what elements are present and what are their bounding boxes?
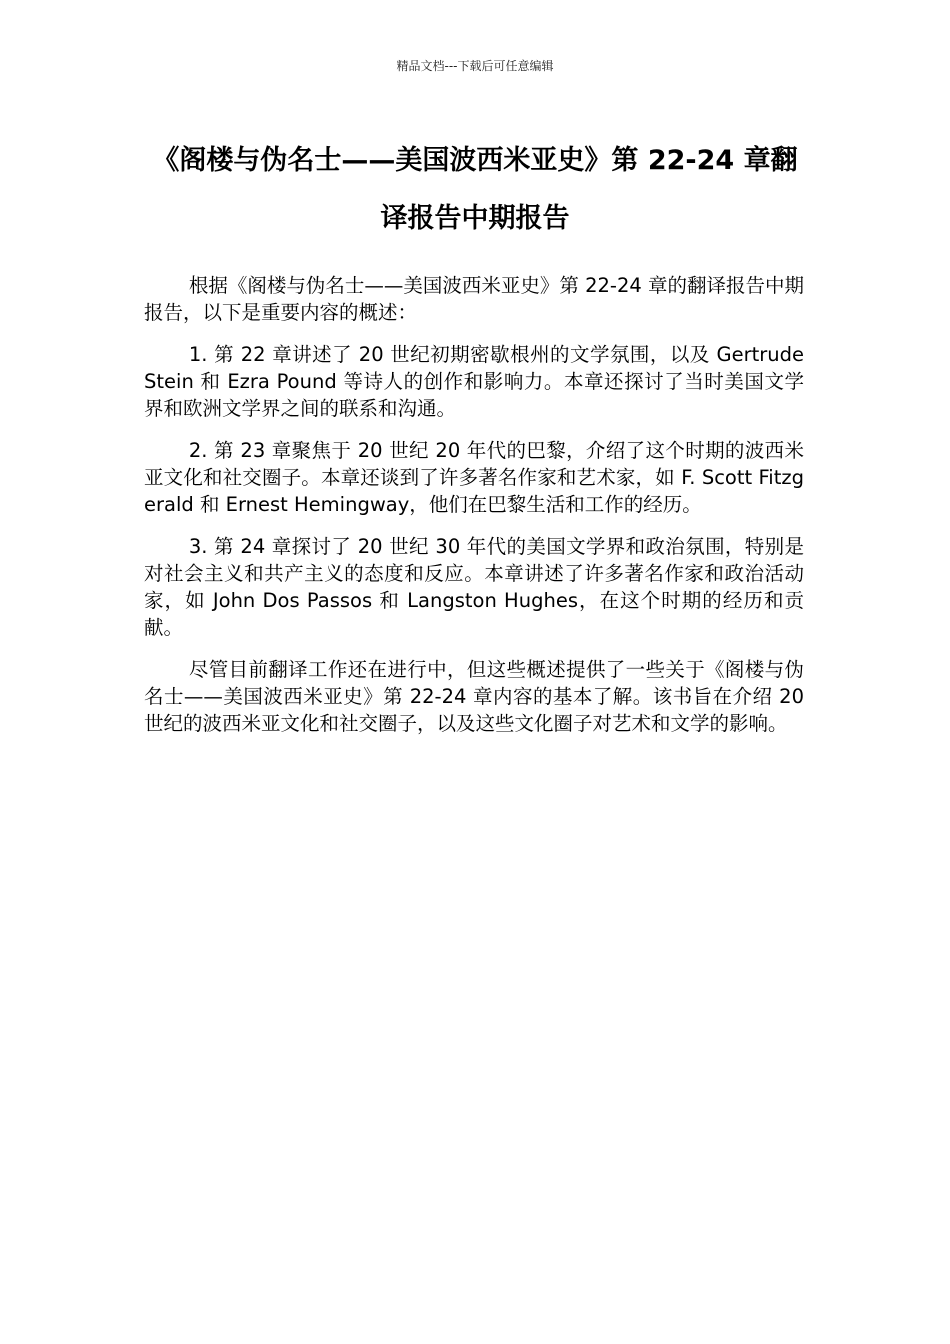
header-note: 精品文档---下载后可任意编辑 bbox=[396, 59, 554, 73]
paragraph-chapter-24: 3. 第 24 章探讨了 20 世纪 30 年代的美国文学界和政治氛围，特别是对社会主义和共产主义的态度和反应。本章讲述了许多著名作家和政治活动家，如 John Dos Passos 和 Langston Hughes，在这个时期的经历和贡献。 bbox=[144, 535, 804, 639]
document-body bbox=[144, 272, 804, 752]
paragraph-chapter-22: 1. 第 22 章讲述了 20 世纪初期密歇根州的文学氛围，以及 Gertrude Stein 和 Ezra Pound 等诗人的创作和影响力。本章还探讨了当时美国文学界和欧洲文学界之间的联系和沟通。 bbox=[144, 343, 804, 420]
paragraph-intro: 根据《阁楼与伪名士——美国波西米亚史》第 22-24 章的翻译报告中期报告，以下是重要内容的概述： bbox=[144, 274, 804, 324]
document-title: 《阁楼与伪名士——美国波西米亚史》第 22-24 章翻译报告中期报告 bbox=[152, 145, 798, 234]
paragraph-conclusion: 尽管目前翻译工作还在进行中，但这些概述提供了一些关于《阁楼与伪名士——美国波西米亚史》第 22-24 章内容的基本了解。该书旨在介绍 20 世纪的波西米亚文化和社交圈子，以及这些文化圈子对艺术和文学的影响。 bbox=[144, 658, 804, 735]
paragraph-chapter-23: 2. 第 23 章聚焦于 20 世纪 20 年代的巴黎，介绍了这个时期的波西米亚文化和社交圈子。本章还谈到了许多著名作家和艺术家，如 F. Scott Fitzgerald 和 Ernest Hemingway，他们在巴黎生活和工作的经历。 bbox=[144, 439, 804, 516]
